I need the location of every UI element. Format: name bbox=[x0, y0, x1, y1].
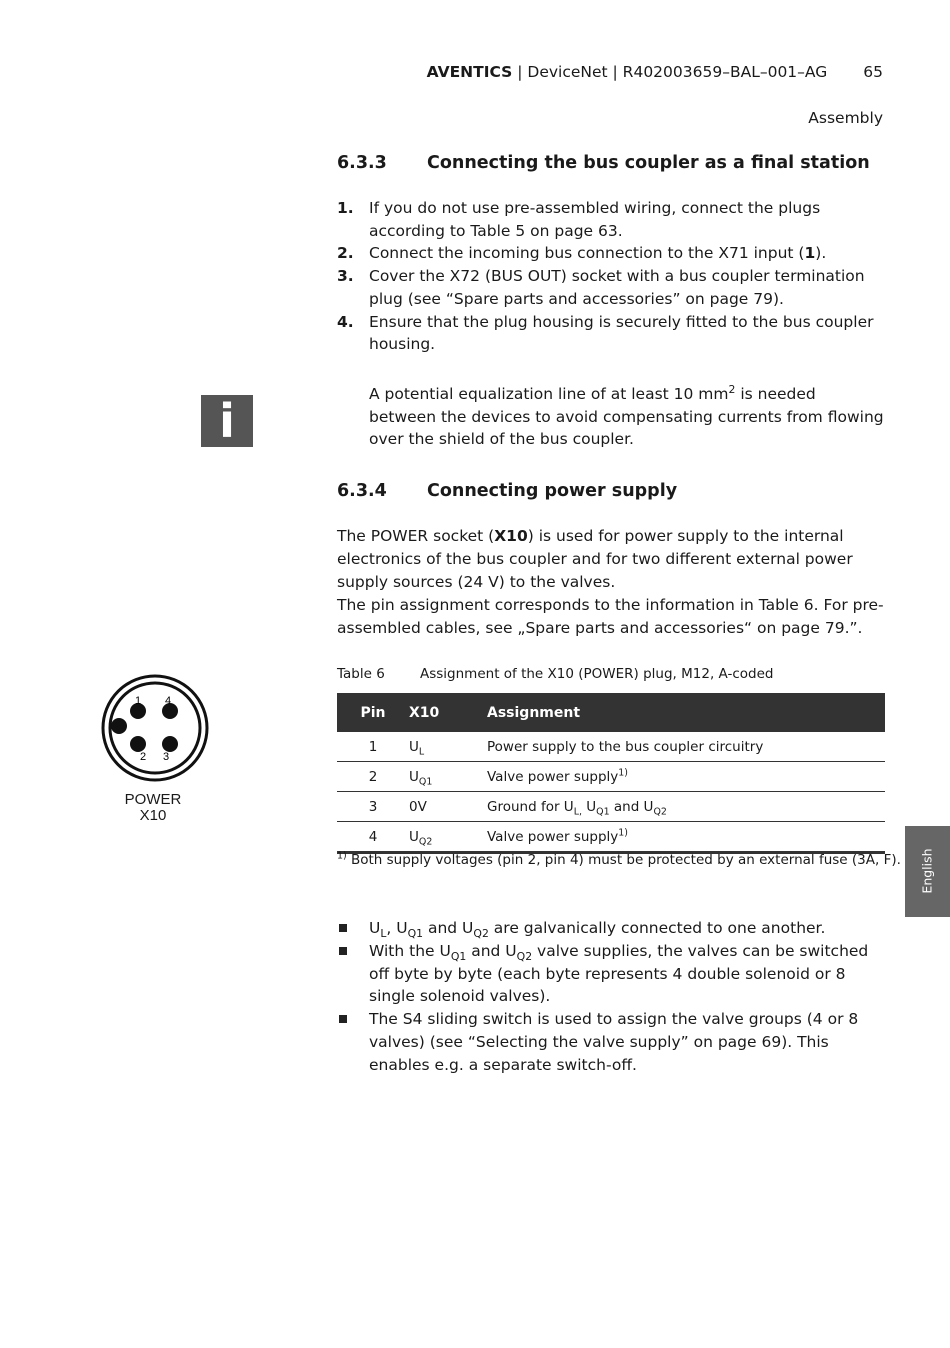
note-text-end: is needed between the devices to avoid compensating currents from flowing over the shield of the bus coupler. bbox=[369, 385, 884, 449]
assignment-cell: Valve power supply$^{1)}$ bbox=[487, 762, 885, 792]
bullet-item: With the $U_{Q1}$ and $U_{Q2}$ valve supplies, the valves can be switched off byte by byte (each byte represents 4 double solenoid or 8 single solenoid valves). bbox=[337, 940, 885, 1008]
page-number: 65 bbox=[863, 63, 883, 81]
table-caption bbox=[337, 666, 773, 682]
para-bold: X10 bbox=[494, 527, 528, 545]
heading-6-3-4 bbox=[337, 481, 677, 501]
step-item bbox=[337, 265, 885, 310]
connector-label-line2: X10 bbox=[139, 807, 167, 824]
language-tab-label: English bbox=[919, 848, 935, 894]
assignment-cell: Ground for $U_{L,}$ $U_{Q1}$ and $U_{Q2}$ bbox=[487, 792, 885, 822]
connector-label bbox=[103, 792, 203, 824]
bullet-item: $U_L$, $U_{Q1}$ and $U_{Q2}$ are galvanically connected to one another. bbox=[337, 917, 885, 940]
table-row bbox=[337, 762, 885, 792]
pin-cell: 3 bbox=[337, 792, 409, 822]
x10-cell: $U_L$ bbox=[409, 732, 487, 762]
heading-title: Connecting power supply bbox=[427, 481, 678, 501]
connector-label-line1: POWER bbox=[124, 791, 182, 808]
step-number: 1. bbox=[337, 199, 354, 217]
heading-title: Connecting the bus coupler as a final station bbox=[427, 153, 870, 173]
step-number: 4. bbox=[337, 312, 354, 331]
column-header: X10 bbox=[409, 693, 487, 732]
footnote-mark: 1) bbox=[337, 850, 347, 862]
pin-cell: 2 bbox=[337, 762, 409, 792]
chapter-label: Assembly bbox=[808, 109, 883, 127]
table-header-row bbox=[337, 693, 885, 732]
x10-cell: $U_{Q2}$ bbox=[409, 822, 487, 853]
assignment-cell: Power supply to the bus coupler circuitry bbox=[487, 732, 885, 762]
footnote-text: Both supply voltages (pin 2, pin 4) must be protected by an external fuse (3A, F). bbox=[346, 852, 901, 868]
note-text: A potential equalization line of at least 10 mm bbox=[369, 385, 729, 403]
x10-cell: $U_{Q1}$ bbox=[409, 762, 487, 792]
pin-label: 3 bbox=[162, 751, 170, 763]
heading-6-3-3 bbox=[337, 153, 870, 173]
pin-cell: 1 bbox=[337, 732, 409, 762]
column-header: Pin bbox=[337, 693, 409, 732]
heading-number: 6.3.3 bbox=[337, 153, 387, 173]
table-row bbox=[337, 822, 885, 853]
running-header bbox=[427, 63, 883, 81]
bullet-square-icon bbox=[339, 947, 347, 955]
language-tab bbox=[905, 826, 950, 917]
column-header: Assignment bbox=[487, 693, 885, 732]
step-text: Ensure that the plug housing is securely fitted to the bus coupler housing. bbox=[369, 312, 874, 354]
para-text: The POWER socket ( bbox=[337, 527, 495, 545]
assignment-cell: Valve power supply$^{1)}$ bbox=[487, 822, 885, 853]
info-note bbox=[369, 383, 885, 451]
table-label: Table 6 bbox=[337, 666, 385, 682]
heading-number: 6.3.4 bbox=[337, 481, 387, 501]
power-paragraph bbox=[337, 525, 885, 640]
brand-name: AVENTICS bbox=[426, 63, 513, 81]
step-item bbox=[337, 311, 885, 356]
step-text: If you do not use pre-assembled wiring, connect the plugs according to Table 5 on page 63. bbox=[369, 199, 821, 240]
pin-cell: 4 bbox=[337, 822, 409, 853]
step-text: Connect the incoming bus connection to the X71 input ( bbox=[369, 244, 805, 263]
pin-label: 4 bbox=[164, 695, 172, 707]
step-item bbox=[337, 197, 885, 242]
pin-label: 2 bbox=[139, 751, 147, 763]
info-icon: i bbox=[201, 395, 253, 447]
paragraph-1 bbox=[337, 525, 885, 594]
x10-cell: 0V bbox=[409, 792, 487, 822]
table-footnote bbox=[337, 852, 901, 868]
steps-list bbox=[337, 197, 885, 356]
para-text-end: ) is used for power supply to the internal electronics of the bus coupler and for two different external power supply sources (24 V) to the valves. bbox=[337, 527, 853, 591]
table-caption-text: Assignment of the X10 (POWER) plug, M12, A-coded bbox=[420, 666, 774, 682]
bullet-list bbox=[337, 917, 885, 1077]
step-item bbox=[337, 242, 885, 265]
pin-label: 1 bbox=[134, 695, 142, 707]
bullet-square-icon bbox=[339, 1015, 347, 1023]
bullet-square-icon bbox=[339, 924, 347, 932]
step-number: 3. bbox=[337, 267, 354, 286]
step-text-end: ). bbox=[815, 244, 827, 263]
bullet-item: The S4 sliding switch is used to assign the valve groups (4 or 8 valves) (see “Selecting the valve supply” on page 69). This enables e.g. a separate switch-off. bbox=[337, 1008, 885, 1076]
step-text: Cover the X72 (BUS OUT) socket with a bus coupler termination plug (see “Spare parts and accessories” on page 79). bbox=[369, 267, 865, 308]
m12-connector-diagram bbox=[100, 674, 210, 784]
step-number: 2. bbox=[337, 244, 354, 263]
callout-number: 1 bbox=[804, 244, 816, 263]
table-row bbox=[337, 732, 885, 762]
document-id: | DeviceNet | R402003659–BAL–001–AG bbox=[512, 63, 828, 81]
note-superscript: 2 bbox=[728, 382, 736, 396]
paragraph-2: The pin assignment corresponds to the information in Table 6. For pre-assembled cables, see „Spare parts and accessories“ on page 79.”. bbox=[337, 595, 884, 637]
pin-assignment-table bbox=[337, 693, 885, 854]
table-row bbox=[337, 792, 885, 822]
